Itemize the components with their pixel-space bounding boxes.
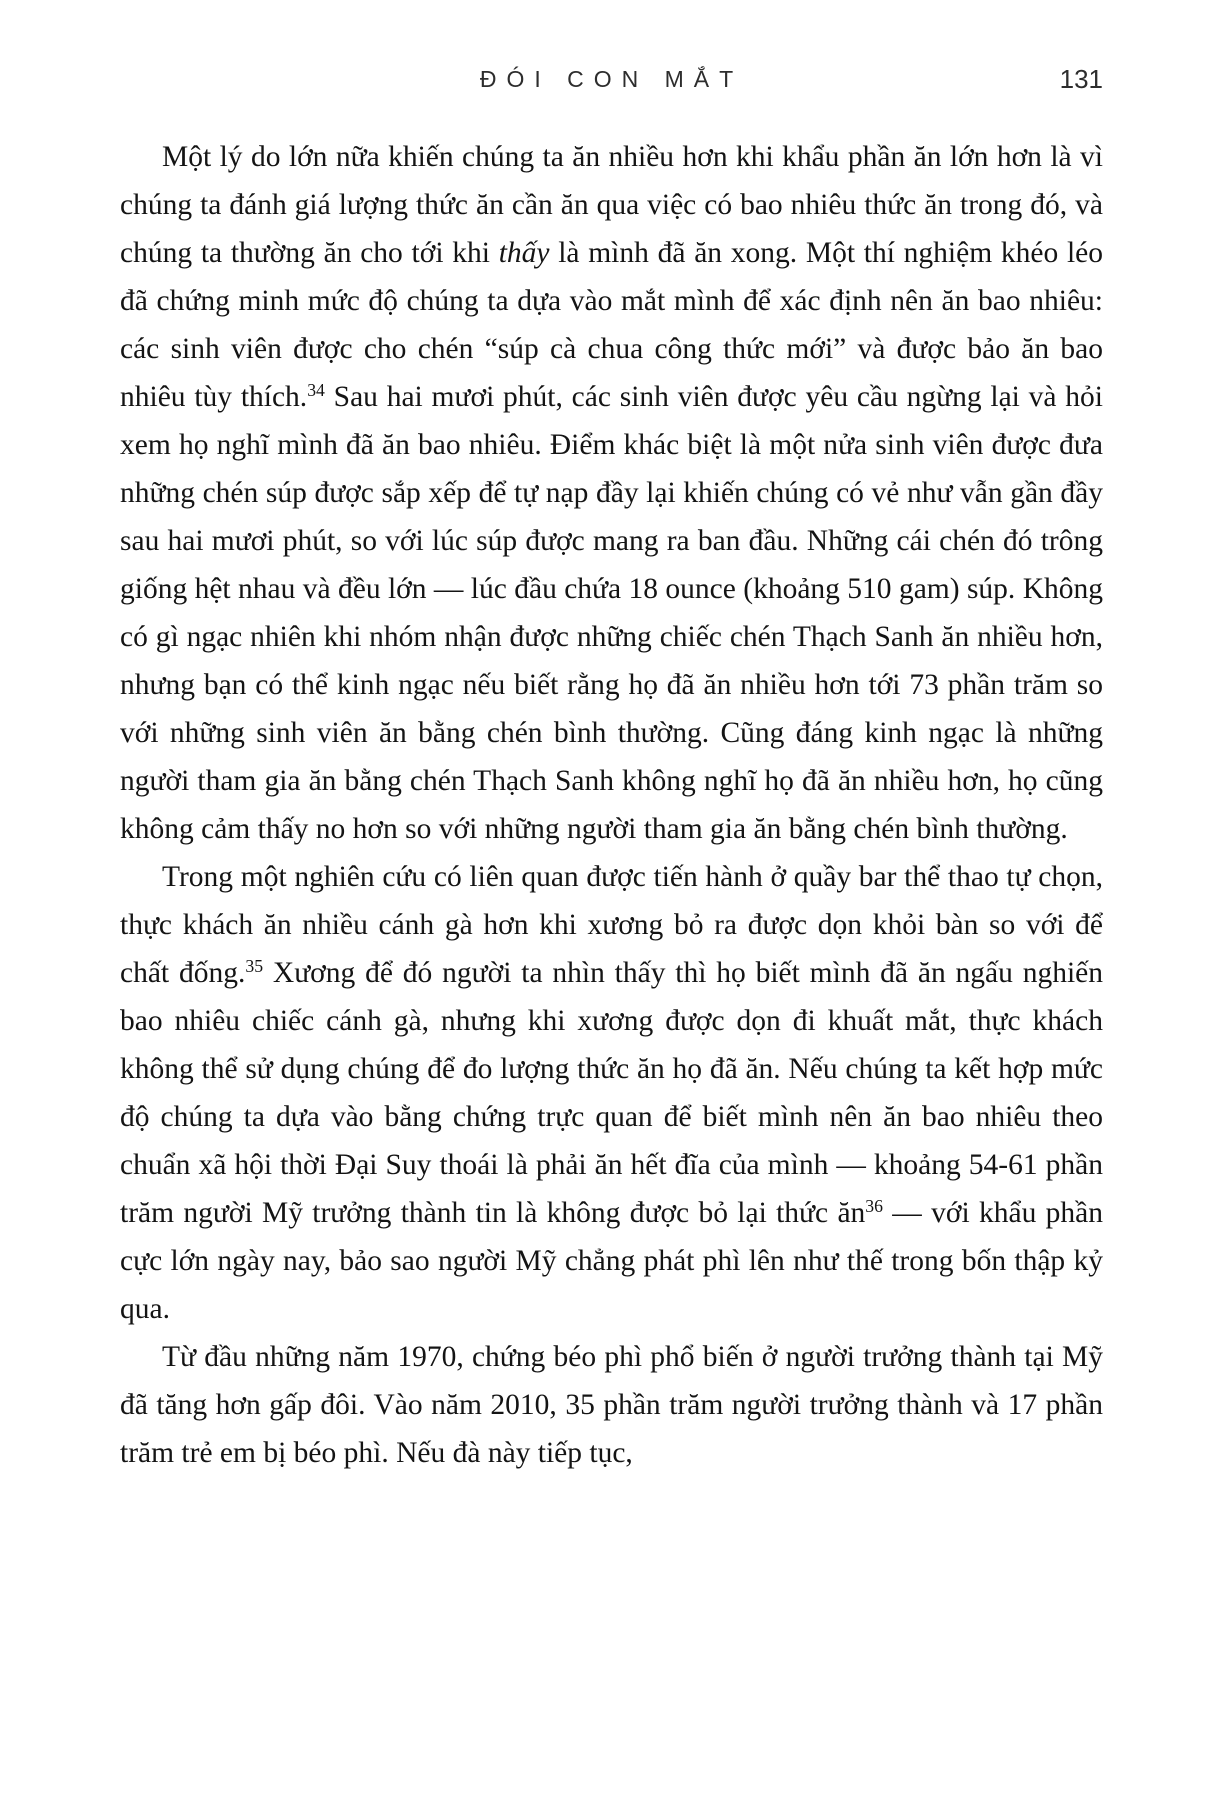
text-run: Một lý do lớn nữa khiến chúng ta ăn nhiều hơn khi khẩu phần ăn lớn hơn là vì chúng ta đánh giá lượng thức ăn cần ăn qua việc có bao nhiêu thức ăn trong đó, và chúng ta thường ăn cho tới khi bbox=[120, 141, 1103, 269]
footnote-ref-36: 36 bbox=[865, 1196, 883, 1217]
text-run: là mình đã ăn xong. Một thí nghiệm khéo léo đã chứng minh mức độ chúng ta dựa vào mắt mình để xác định nên ăn bao nhiêu: các sinh viên được cho chén “súp cà chua công thức mới” và được bảo ăn bao nhiêu tùy thích. bbox=[120, 237, 1103, 413]
paragraph bbox=[120, 853, 1103, 1333]
text-run: Sau hai mươi phút, các sinh viên được yêu cầu ngừng lại và hỏi xem họ nghĩ mình đã ăn bao nhiêu. Điểm khác biệt là một nửa sinh viên được đưa những chén súp được sắp xếp để tự nạp đầy lại khiến chúng có vẻ như vẫn gần đầy sau hai mươi phút, so với lúc súp được mang ra ban đầu. Những cái chén đó trông giống hệt nhau và đều lớn — lúc đầu chứa 18 ounce (khoảng 510 gam) súp. Không có gì ngạc nhiên khi nhóm nhận được những chiếc chén Thạch Sanh ăn nhiều hơn, nhưng bạn có thể kinh ngạc nếu biết rằng họ đã ăn nhiều hơn tới 73 phần trăm so với những sinh viên ăn bằng chén bình thường. Cũng đáng kinh ngạc là những người tham gia ăn bằng chén Thạch Sanh không nghĩ họ đã ăn nhiều hơn, họ cũng không cảm thấy no hơn so với những người tham gia ăn bằng chén bình thường. bbox=[120, 381, 1103, 845]
text-run: Trong một nghiên cứu có liên quan được tiến hành ở quầy bar thể thao tự chọn, thực khách ăn nhiều cánh gà hơn khi xương bỏ ra được dọn khỏi bàn so với để chất đống. bbox=[120, 861, 1103, 989]
footnote-ref-34: 34 bbox=[307, 380, 325, 401]
running-head: ĐÓI CON MẮT bbox=[479, 66, 744, 92]
footnote-ref-35: 35 bbox=[245, 956, 264, 977]
italic-run: thấy bbox=[498, 237, 550, 269]
page-header bbox=[120, 66, 1103, 100]
paragraph-container bbox=[120, 133, 1103, 1477]
paragraph bbox=[120, 1333, 1103, 1477]
text-run: — với khẩu phần cực lớn ngày nay, bảo sao người Mỹ chẳng phát phì lên như thế trong bốn thập kỷ qua. bbox=[120, 1197, 1103, 1325]
page-number: 131 bbox=[1059, 64, 1103, 94]
page-body bbox=[120, 133, 1103, 1477]
text-run: Xương để đó người ta nhìn thấy thì họ biết mình đã ăn ngấu nghiến bao nhiêu chiếc cánh gà, nhưng khi xương được dọn đi khuất mắt, thực khách không thể sử dụng chúng để đo lượng thức ăn họ đã ăn. Nếu chúng ta kết hợp mức độ chúng ta dựa vào bằng chứng trực quan để biết mình nên ăn bao nhiêu theo chuẩn xã hội thời Đại Suy thoái là phải ăn hết đĩa của mình — khoảng 54-61 phần trăm người Mỹ trưởng thành tin là không được bỏ lại thức ăn bbox=[120, 957, 1104, 1229]
paragraph bbox=[120, 133, 1103, 853]
text-run: Từ đầu những năm 1970, chứng béo phì phổ biến ở người trưởng thành tại Mỹ đã tăng hơn gấp đôi. Vào năm 2010, 35 phần trăm người trưởng thành và 17 phần trăm trẻ em bị béo phì. Nếu đà này tiếp tục, bbox=[120, 1341, 1103, 1469]
